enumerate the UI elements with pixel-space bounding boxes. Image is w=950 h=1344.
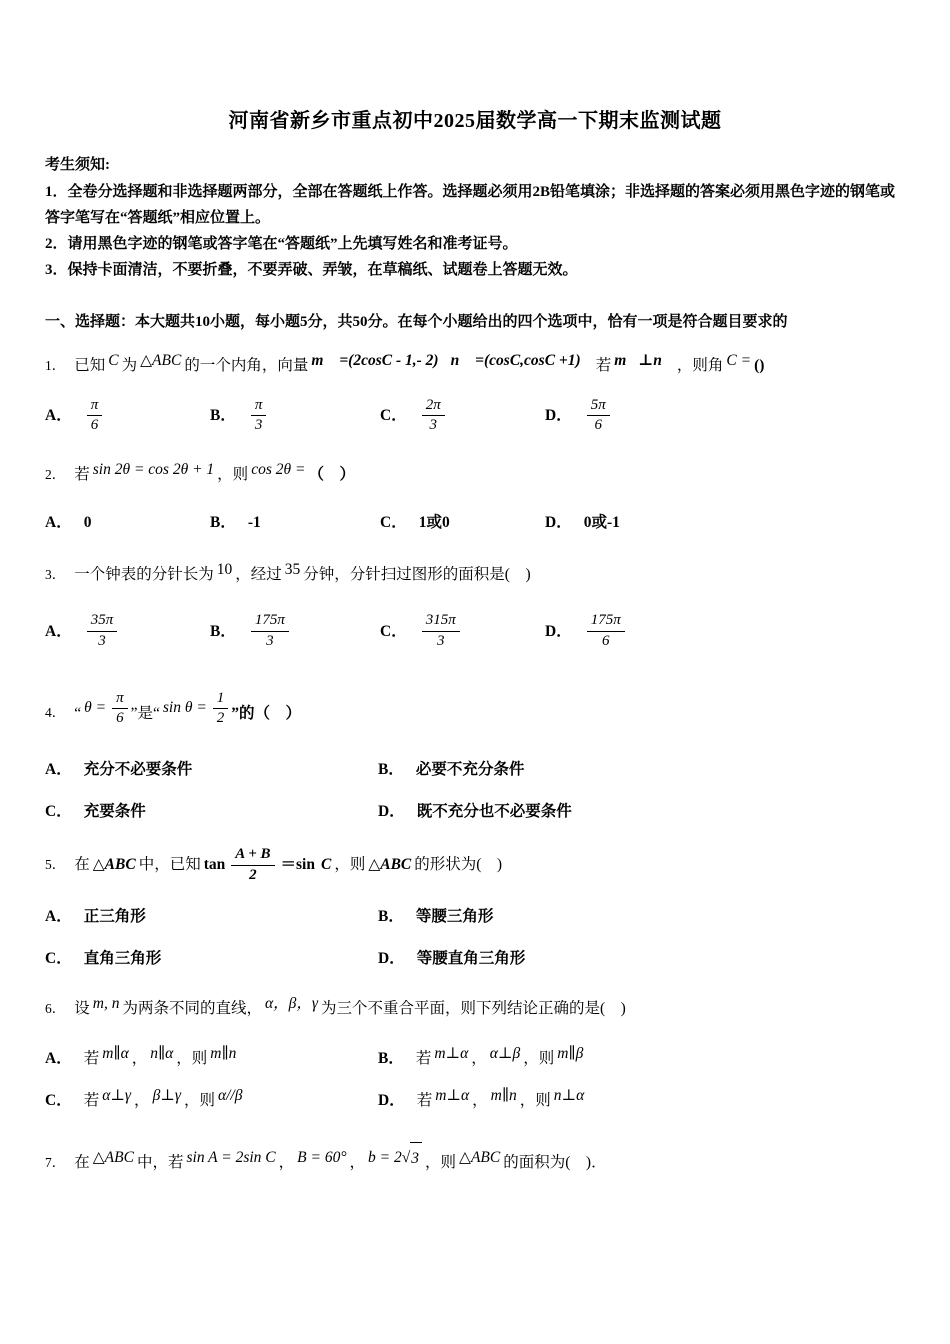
- stem-math: sin A = 2sin C: [186, 1149, 276, 1167]
- option-math: α⊥γ: [102, 1086, 132, 1104]
- question-number: 7．: [45, 1155, 66, 1171]
- option-label: C．: [45, 802, 72, 820]
- option-math: m∥n: [210, 1045, 237, 1063]
- option-value: 充要条件: [83, 802, 146, 820]
- stem-text: ”是“: [130, 704, 160, 722]
- option-math: α//β: [217, 1086, 243, 1104]
- stem-text: 为两条不同的直线，: [122, 1000, 262, 1018]
- notice-heading: 考生须知:: [45, 157, 110, 173]
- option-label: A．: [45, 622, 72, 640]
- option-text: 若: [83, 1050, 100, 1068]
- option-label: B．: [378, 1050, 404, 1068]
- fraction-denominator: 3: [436, 633, 445, 649]
- stem-math: C: [108, 351, 119, 369]
- answer-parens: （ ）: [308, 465, 355, 483]
- stem-text: “: [74, 704, 82, 722]
- notice-section: [45, 153, 905, 284]
- question-7: [45, 1147, 905, 1179]
- fraction-numerator: 35π: [87, 612, 118, 632]
- question-1-options: [45, 397, 905, 435]
- option-value: 0或-1: [583, 513, 620, 531]
- stem-text: 在: [74, 1154, 90, 1172]
- option-d: [378, 797, 905, 826]
- stem-text: 的形状为( ): [414, 855, 503, 873]
- fraction: [251, 612, 289, 650]
- stem-math: cos 2θ =: [251, 460, 306, 478]
- option-label: C．: [45, 949, 72, 967]
- tan-function: tan: [203, 855, 226, 873]
- fraction-numerator: π: [251, 397, 267, 417]
- option-text: ，则: [523, 1050, 555, 1068]
- fraction-numerator: A + B: [231, 846, 274, 866]
- question-6-stem: [45, 993, 905, 1024]
- option-math: m∥α: [102, 1045, 129, 1063]
- stem-math: ＝sin: [280, 855, 315, 873]
- fraction: [422, 612, 460, 650]
- fraction-denominator: 3: [254, 417, 263, 434]
- question-3-stem: [45, 559, 905, 590]
- option-value: 必要不充分条件: [415, 761, 525, 779]
- fraction: [587, 612, 625, 650]
- option-d: [378, 944, 905, 973]
- radicand: 3: [410, 1142, 422, 1174]
- answer-parens: ”的（ ）: [231, 704, 302, 722]
- stem-math: △ABC: [92, 855, 136, 873]
- question-3-options: [45, 612, 905, 650]
- option-label: D．: [378, 1091, 405, 1109]
- option-label: D．: [378, 949, 405, 967]
- fraction-denominator: 6: [601, 633, 610, 649]
- page-title: 河南省新乡市重点初中2025届数学高一下期末监测试题: [228, 110, 722, 132]
- option-math: m⊥α: [435, 1086, 470, 1104]
- fraction: [213, 690, 229, 728]
- stem-math: △ABC: [459, 1149, 501, 1167]
- stem-math: C =: [726, 351, 752, 369]
- question-2-options: [45, 508, 905, 537]
- stem-text: 设: [74, 1000, 90, 1018]
- question-number: 4．: [45, 705, 66, 721]
- option-b: [378, 1044, 905, 1073]
- fraction-numerator: 1: [213, 690, 229, 710]
- option-d: [545, 612, 905, 650]
- stem-text: 若: [74, 465, 90, 483]
- vector-expression: m⃗ =(2cosC - 1,- 2)，n⃗ =(cosC,cosC +1)．: [311, 351, 593, 369]
- question-5: [45, 846, 905, 973]
- option-c: [45, 1086, 378, 1115]
- option-math: n∥α: [150, 1045, 174, 1063]
- option-c: [380, 397, 545, 435]
- question-4: [45, 689, 905, 826]
- option-value: 直角三角形: [83, 949, 162, 967]
- fraction: [231, 846, 274, 884]
- option-b: [378, 902, 905, 931]
- fraction: [87, 612, 118, 650]
- option-b: [378, 755, 905, 784]
- fraction-denominator: 6: [90, 417, 99, 434]
- stem-text: 若: [595, 356, 612, 374]
- option-label: C．: [380, 406, 407, 424]
- answer-parens: (): [754, 356, 765, 374]
- fraction-denominator: 6: [116, 710, 124, 727]
- option-math: n⊥α: [553, 1086, 585, 1104]
- stem-math: 35: [284, 561, 301, 579]
- stem-math: C: [320, 855, 332, 873]
- question-6-options: [45, 1044, 905, 1115]
- radical-icon: √: [401, 1149, 411, 1167]
- stem-math: △ABC: [140, 351, 182, 369]
- stem-math: sin θ =: [162, 699, 207, 717]
- question-5-stem: [45, 846, 905, 884]
- option-math: α⊥β: [489, 1045, 521, 1063]
- stem-math: △ABC: [368, 855, 412, 873]
- option-label: B．: [378, 761, 404, 779]
- fraction-numerator: π: [112, 690, 128, 710]
- option-label: A．: [45, 908, 72, 926]
- stem-text: 的面积为( )．: [503, 1154, 607, 1172]
- question-2-stem: [45, 459, 905, 490]
- question-7-stem: [45, 1147, 905, 1179]
- stem-text: ，则: [334, 855, 366, 873]
- vector-perpendicular: m⃗⊥n⃗: [614, 351, 674, 369]
- option-c: [380, 612, 545, 650]
- fraction: [112, 690, 128, 728]
- notice-item-3: 3．保持卡面清洁，不要折叠，不要弄破、弄皱，在草稿纸、试题卷上答题无效。: [45, 262, 578, 279]
- option-c: [45, 944, 378, 973]
- stem-math: b = 2: [368, 1149, 402, 1167]
- option-label: B．: [378, 908, 404, 926]
- option-value: 既不充分也不必要条件: [416, 802, 572, 820]
- option-label: B．: [210, 513, 236, 531]
- option-value: 等腰直角三角形: [416, 949, 526, 967]
- option-label: A．: [45, 513, 72, 531]
- question-number: 6．: [45, 1001, 66, 1017]
- option-label: A．: [45, 761, 72, 779]
- stem-text: 中，若: [136, 1154, 184, 1172]
- option-math: m∥n: [490, 1086, 517, 1104]
- question-5-options: [45, 902, 905, 973]
- fraction-denominator: 3: [266, 633, 274, 649]
- fraction-denominator: 2: [249, 866, 257, 883]
- option-a: [45, 902, 378, 931]
- option-c: [45, 797, 378, 826]
- stem-text: ，则角: [676, 356, 724, 374]
- option-label: D．: [545, 513, 572, 531]
- fraction: [587, 397, 610, 435]
- stem-text: 为: [121, 356, 138, 374]
- fraction-numerator: 315π: [422, 612, 460, 632]
- stem-text: 一个钟表的分针长为: [74, 566, 214, 584]
- option-text: ，: [472, 1091, 488, 1109]
- question-number: 1．: [45, 357, 66, 373]
- stem-text: ，: [349, 1154, 366, 1172]
- option-label: C．: [45, 1091, 72, 1109]
- question-1: [45, 350, 905, 435]
- option-math: β⊥γ: [152, 1086, 181, 1104]
- fraction-numerator: 2π: [422, 397, 445, 417]
- option-b: [210, 397, 380, 435]
- stem-math: B = 60°: [297, 1149, 347, 1167]
- question-4-stem: [45, 689, 905, 733]
- option-a: [45, 508, 210, 537]
- option-label: C．: [380, 513, 407, 531]
- fraction-numerator: 5π: [587, 397, 610, 417]
- section-heading: 一、选择题：本大题共10小题，每小题5分，共50分。在每个小题给出的四个选项中，恰有一项是符合题目要求的: [45, 313, 788, 330]
- option-label: B．: [210, 406, 236, 424]
- option-text: ，: [131, 1050, 148, 1068]
- stem-text: 为三个不重合平面，则下列结论正确的是( ): [320, 1000, 626, 1018]
- fraction-denominator: 2: [216, 710, 225, 727]
- stem-text: 已知: [74, 356, 106, 374]
- option-value: -1: [247, 513, 261, 531]
- option-b: [210, 508, 380, 537]
- stem-text: ，则: [217, 465, 249, 483]
- fraction-denominator: 3: [429, 417, 437, 434]
- option-value: 正三角形: [83, 908, 146, 926]
- question-2: [45, 459, 905, 537]
- stem-math: α，β，γ: [264, 995, 318, 1013]
- option-text: ，则: [519, 1091, 551, 1109]
- question-1-stem: [45, 350, 905, 381]
- square-root: [402, 1142, 422, 1174]
- question-6: [45, 993, 905, 1115]
- option-math: m∥β: [557, 1045, 584, 1063]
- stem-text: ，: [278, 1154, 295, 1172]
- fraction-denominator: 3: [98, 633, 106, 649]
- question-number: 3．: [45, 567, 66, 583]
- option-text: 若: [415, 1050, 432, 1068]
- option-a: [45, 397, 210, 435]
- option-label: C．: [380, 622, 407, 640]
- stem-text: ，则: [425, 1154, 457, 1172]
- option-label: A．: [45, 1050, 72, 1068]
- option-label: D．: [545, 622, 572, 640]
- option-value: 等腰三角形: [415, 908, 494, 926]
- fraction: [251, 397, 267, 435]
- stem-text: ，经过: [235, 566, 282, 584]
- fraction-numerator: 175π: [251, 612, 289, 632]
- question-3: [45, 559, 905, 650]
- option-a: [45, 612, 210, 650]
- option-a: [45, 755, 378, 784]
- fraction-denominator: 6: [594, 417, 602, 434]
- question-number: 5．: [45, 856, 66, 872]
- option-label: D．: [378, 802, 405, 820]
- option-d: [545, 397, 905, 435]
- option-c: [380, 508, 545, 537]
- option-b: [210, 612, 380, 650]
- option-d: [378, 1086, 905, 1115]
- option-label: D．: [545, 406, 572, 424]
- option-math: m⊥α: [434, 1045, 469, 1063]
- stem-math: 10: [216, 561, 233, 579]
- option-d: [545, 508, 905, 537]
- question-4-options: [45, 755, 905, 826]
- option-a: [45, 1044, 378, 1073]
- fraction-numerator: π: [87, 397, 103, 417]
- stem-text: 分钟，分针扫过图形的面积是( ): [303, 566, 531, 584]
- stem-math: m, n: [92, 995, 120, 1013]
- option-label: B．: [210, 622, 236, 640]
- stem-math: sin 2θ = cos 2θ + 1: [92, 460, 215, 478]
- stem-math: △ABC: [92, 1149, 134, 1167]
- option-text: ，则: [176, 1050, 208, 1068]
- stem-text: 中，已知: [138, 855, 201, 873]
- option-text: ，: [471, 1050, 487, 1068]
- fraction: [422, 397, 445, 435]
- stem-math: θ =: [84, 699, 107, 717]
- option-text: ，则: [183, 1091, 215, 1109]
- option-label: A．: [45, 406, 72, 424]
- option-text: ，: [134, 1091, 150, 1109]
- option-text: 若: [416, 1091, 433, 1109]
- fraction-numerator: 175π: [587, 612, 625, 632]
- question-number: 2．: [45, 466, 66, 482]
- notice-item-2: 2．请用黑色字迹的钢笔或答字笔在“答题纸”上先填写姓名和准考证号。: [45, 236, 518, 252]
- stem-text: 在: [74, 855, 90, 873]
- notice-item-1: 1．全卷分选择题和非选择题两部分，全部在答题纸上作答。选择题必须用2B铅笔填涂；非选择题的答案必须用黑色字迹的钢笔或答字笔写在“答题纸”相应位置上。: [45, 183, 896, 226]
- stem-math-sqrt-group: [368, 1149, 422, 1166]
- option-text: 若: [83, 1091, 100, 1109]
- fraction: [87, 397, 103, 435]
- option-value: 0: [83, 513, 92, 531]
- option-value: 充分不必要条件: [83, 761, 193, 779]
- option-value: 1或0: [418, 513, 450, 531]
- stem-text: 的一个内角，向量: [184, 356, 309, 374]
